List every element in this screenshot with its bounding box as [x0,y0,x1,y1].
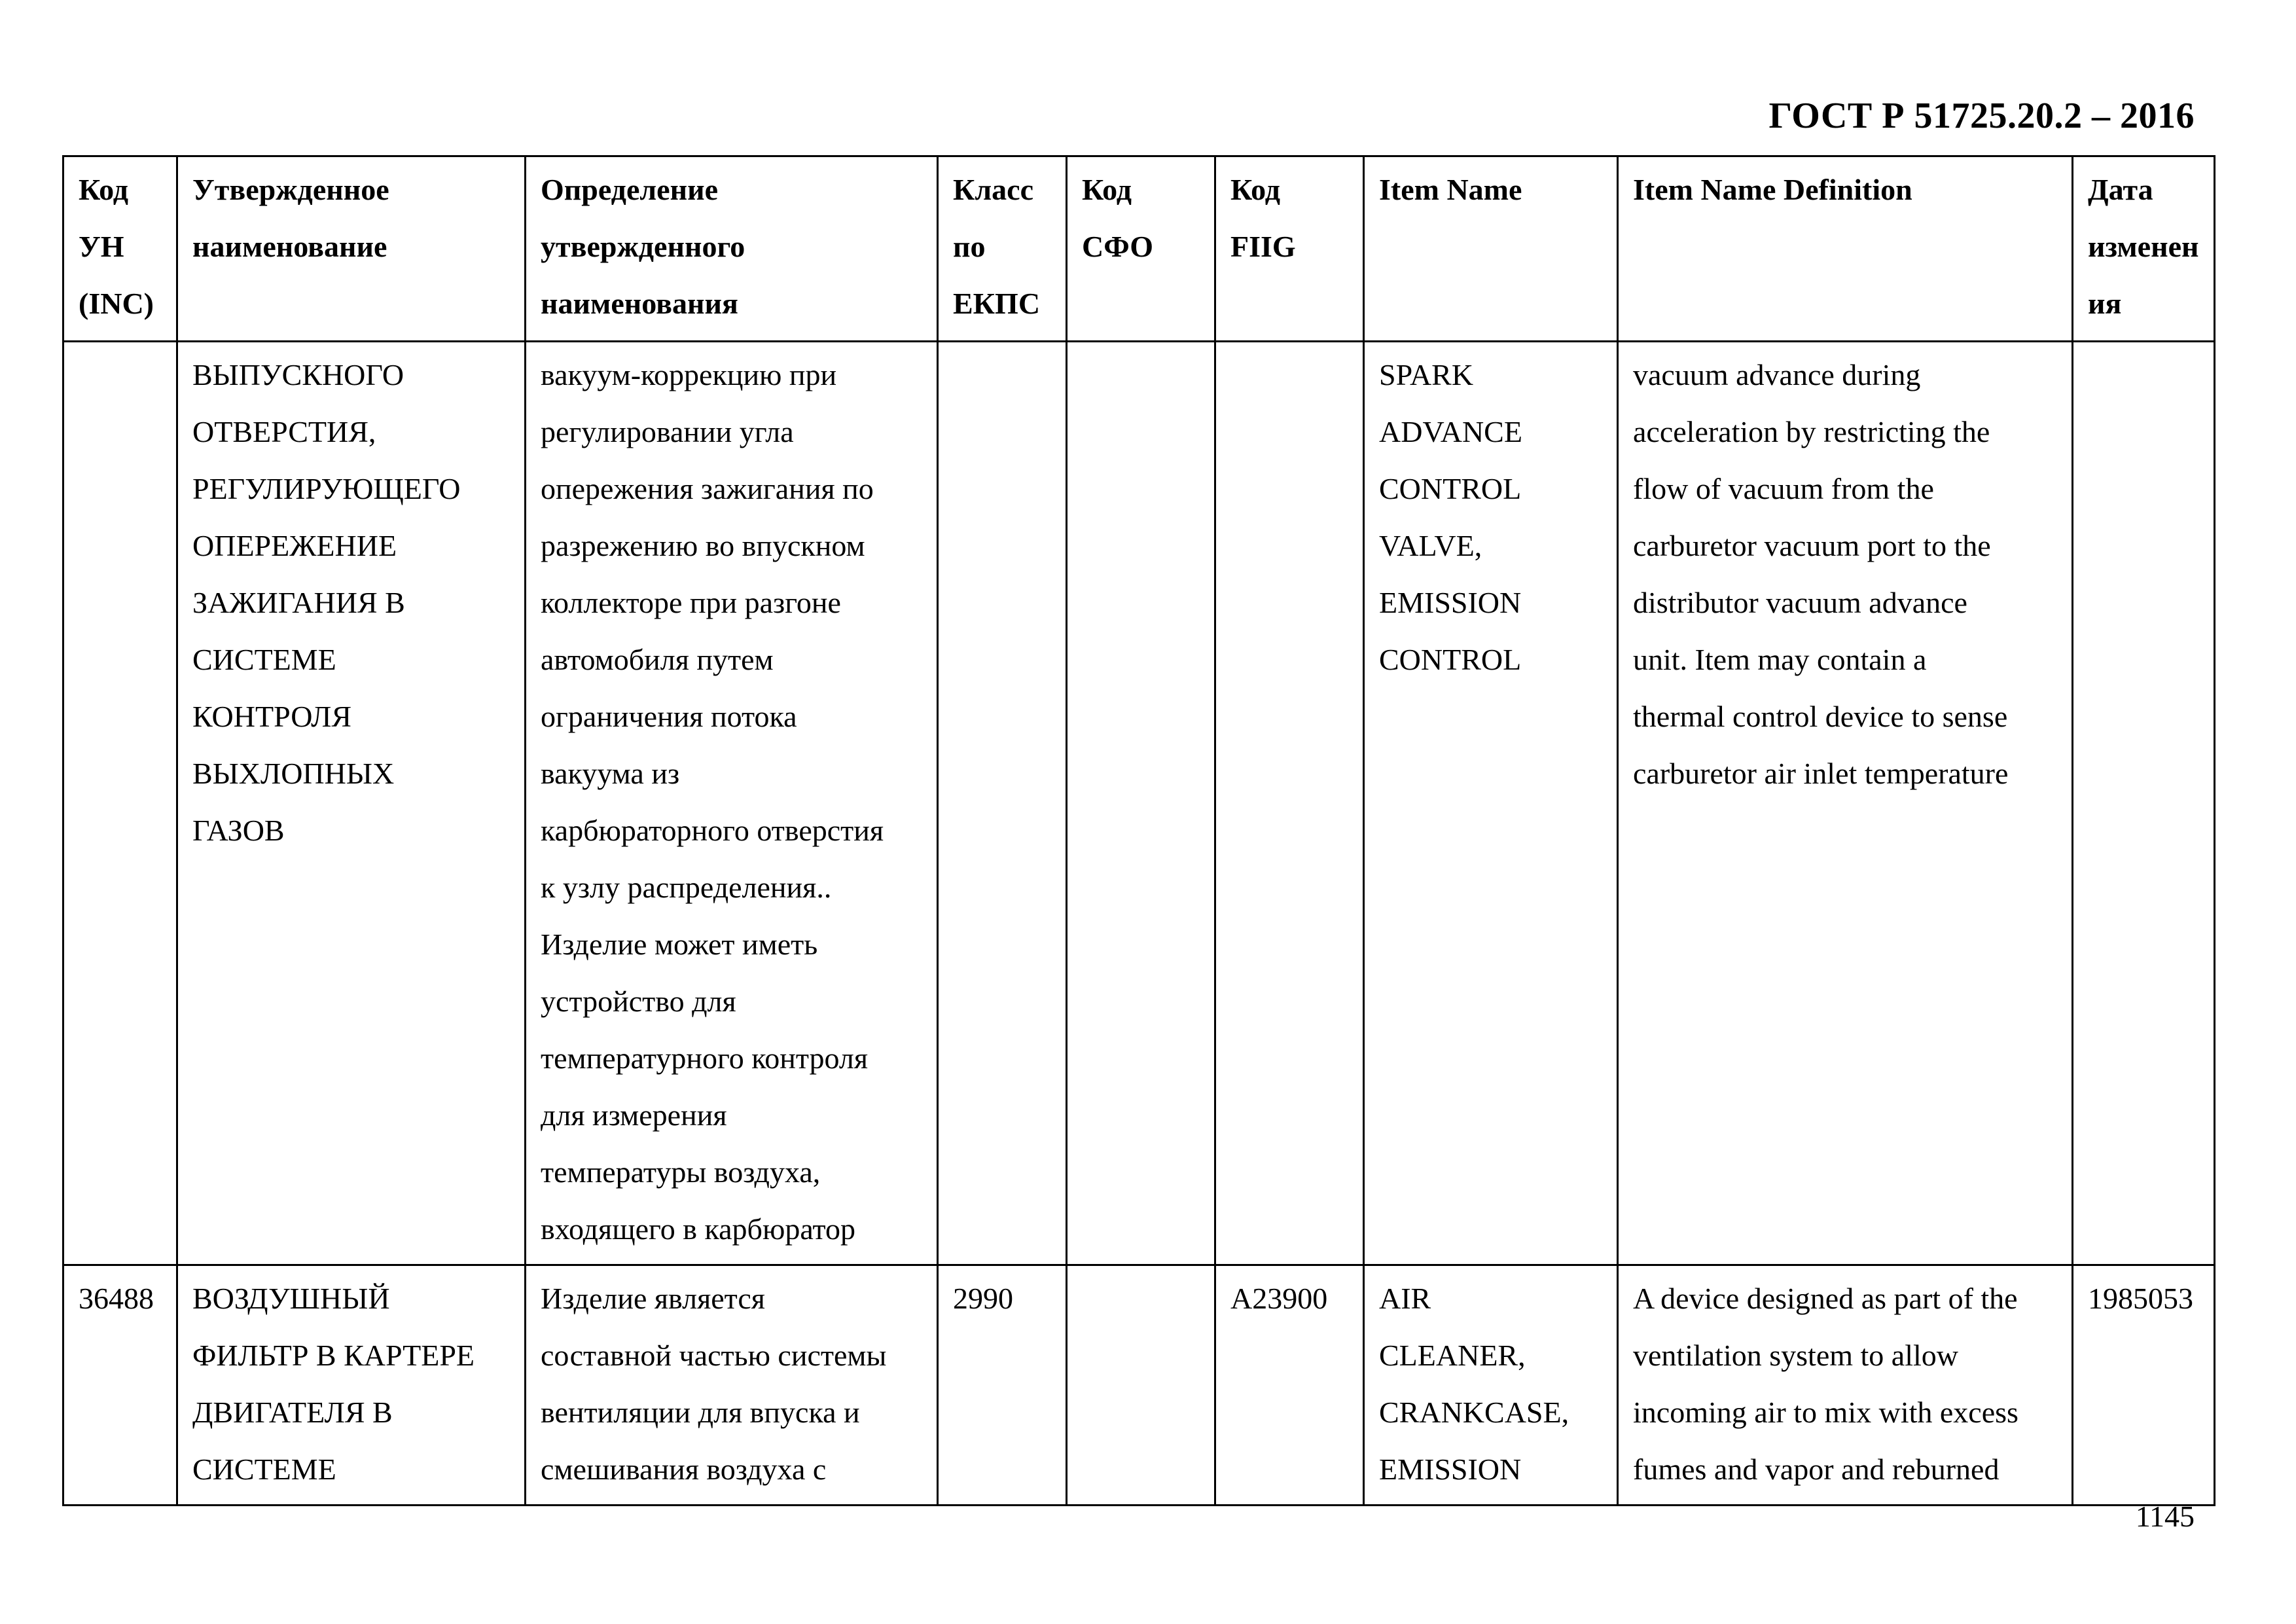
cell-class: 2990 [938,1265,1067,1506]
column-header-item-definition: Item Name Definition [1618,156,2073,342]
cell-approved-name: ВЫПУСКНОГО ОТВЕРСТИЯ, РЕГУЛИРУЮЩЕГО ОПЕРЕЖЕНИЕ ЗАЖИГАНИЯ В СИСТЕМЕ КОНТРОЛЯ ВЫХЛОПНЫХ ГАЗОВ [177,342,526,1265]
column-header-approved-name: Утвержденное наименование [177,156,526,342]
cell-definition: Изделие является составной частью системы вентиляции для впуска и смешивания воздуха с [526,1265,938,1506]
nomenclature-table [62,155,2215,1506]
page-number: 1145 [2135,1500,2195,1533]
cell-date: 1985053 [2073,1265,2215,1506]
column-header-definition: Определение утвержденного наименования [526,156,938,342]
cell-definition: вакуум-коррекцию при регулировании угла опережения зажигания по разрежению во впускном коллекторе при разгоне автомобиля путем ограничения потока вакуума из карбюраторного отверстия к узлу распределения.. Изделие может иметь устройство для температурного контроля для измерения температуры воздуха, входящего в карбюратор [526,342,938,1265]
cell-class [938,342,1067,1265]
cell-date [2073,342,2215,1265]
cell-fiig: A23900 [1215,1265,1364,1506]
cell-inc [63,342,177,1265]
cell-fiig [1215,342,1364,1265]
table-row [63,342,2215,1265]
table-row [63,1265,2215,1506]
document-standard-title: ГОСТ Р 51725.20.2 – 2016 [1768,96,2195,136]
cell-item-definition: A device designed as part of the ventilation system to allow incoming air to mix with excess fumes and vapor and reburned [1618,1265,2073,1506]
column-header-item-name: Item Name [1364,156,1618,342]
cell-item-name: AIR CLEANER, CRANKCASE, EMISSION [1364,1265,1618,1506]
cell-sfo [1067,342,1215,1265]
column-header-class: Класс по ЕКПС [938,156,1067,342]
column-header-inc: Код УН (INC) [63,156,177,342]
column-header-fiig: Код FIIG [1215,156,1364,342]
cell-inc: 36488 [63,1265,177,1506]
cell-approved-name: ВОЗДУШНЫЙ ФИЛЬТР В КАРТЕРЕ ДВИГАТЕЛЯ В СИСТЕМЕ [177,1265,526,1506]
column-header-sfo: Код СФО [1067,156,1215,342]
cell-item-name: SPARK ADVANCE CONTROL VALVE, EMISSION CONTROL [1364,342,1618,1265]
column-header-date: Дата изменен ия [2073,156,2215,342]
cell-item-definition: vacuum advance during acceleration by restricting the flow of vacuum from the carburetor vacuum port to the distributor vacuum advance unit. Item may contain a thermal control device to sense carburetor air inlet temperature [1618,342,2073,1265]
cell-sfo [1067,1265,1215,1506]
table-header-row [63,156,2215,342]
